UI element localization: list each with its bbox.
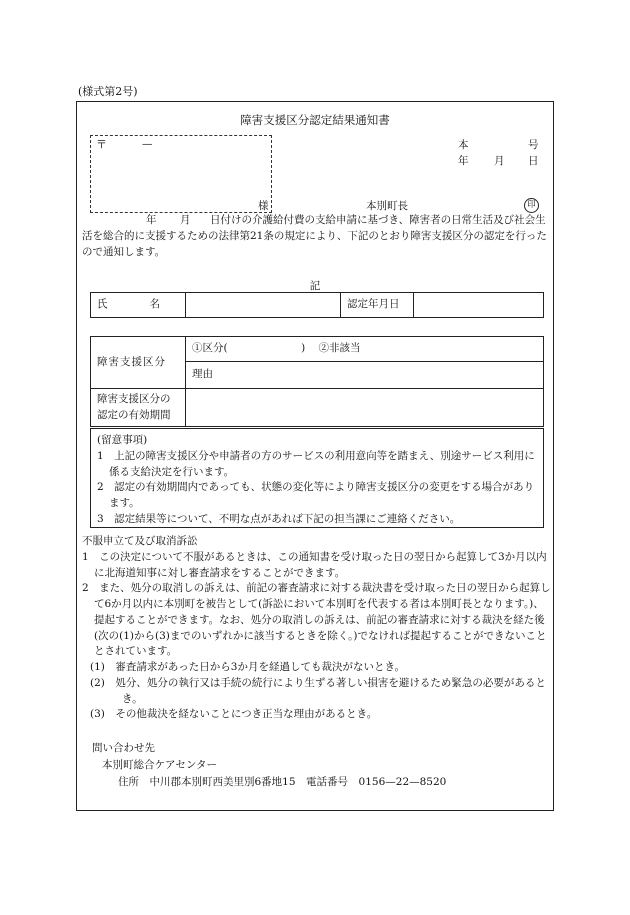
contact-heading: 問い合わせ先 (92, 742, 155, 754)
appeal-heading: 不服申立て及び取消訴訟 (82, 535, 198, 547)
doc-date-month: 月 (494, 155, 505, 167)
category-option-2: ②非該当 (318, 342, 361, 355)
appeal-sub-item-2: (2) 処分、処分の執行又は手続の続行により生ずる著しい損害を避けるため緊急の必要があるとき。 (90, 676, 546, 705)
doc-date-year: 年 (458, 155, 469, 167)
contact-office: 本別町総合ケアセンター (102, 758, 217, 771)
appeal-item-2: 2 また、処分の取消しの訴えは、前記の審査請求に対する裁決書を受け取った日の翌日から起算して6か月以内に本別町を被告として(訴訟において本別町を代表する者は本別町長となります。)、提起することができます。なお、処分の取消しの訴えは、前記の審査請求に対する裁決を経た後(次の(1)から(3)までのいずれかに該当するときを除く。)でなければ提起することができないこととされています。 (82, 582, 551, 658)
doc-ref-go: 号 (528, 139, 539, 151)
validity-label (91, 389, 186, 427)
doc-ref-hon: 本 (458, 139, 469, 151)
doc-date-day: 日 (528, 155, 539, 167)
category-label: 障害支援区分 (91, 337, 186, 389)
notes-heading: (留意事項) (97, 434, 148, 446)
intro-year: 年 (146, 214, 157, 226)
appeal-item-1: 1 この決定について不服があるときは、この通知書を受け取った日の翌日から起算して3か月以内に北海道知事に対し審査請求をすることができます。 (82, 550, 547, 579)
appeal-section (82, 534, 552, 723)
ki-text: 記 (309, 280, 321, 292)
intro-paragraph: 日付けの介護給付費の支給申請に基づき、障害者の日常生活及び社会生活を総合的に支援するための法律第21条の規定により、下記のとおり障害支援区分の認定を行ったので通知します。 (82, 214, 547, 258)
category-table (90, 336, 544, 427)
name-value (186, 293, 341, 318)
issuer-name: 本別町長 (366, 200, 408, 212)
reason-cell (186, 362, 544, 389)
reason-label: 理由 (192, 368, 213, 381)
notes-item-3: 3 認定結果等について、不明な点があれば下記の担当課にご連絡ください。 (97, 512, 461, 525)
notes-box (90, 428, 544, 528)
intro-month: 月 (180, 214, 191, 226)
appeal-sub-item-3: (3) その他裁決を経ないことにつき正当な理由があるとき。 (90, 708, 378, 721)
seal-mark: 印 (524, 198, 539, 213)
appeal-sub-item-1: (1) 審査請求があった日から3か月を経過しても裁決がないとき。 (90, 661, 406, 673)
name-label: 氏 名 (91, 293, 186, 318)
validity-value (186, 389, 544, 427)
postal-dash: — (142, 138, 153, 150)
postal-mark: 〒 (96, 138, 107, 151)
notes-item-1: 1 上記の障害支援区分や申請者の方のサービスの利用意向等を踏まえ、別途サービス利用に係る支給決定を行います。 (97, 449, 535, 478)
certification-date-label: 認定年月日 (341, 293, 414, 318)
document-title: 障害支援区分認定結果通知書 (240, 113, 390, 127)
contact-block (92, 740, 446, 790)
address-box (90, 135, 272, 213)
validity-label-line-1: 障害支援区分の (97, 393, 171, 406)
contact-address: 住所 中川郡本別町西美里別6番地15 電話番号 0156—22—8520 (118, 775, 447, 788)
name-date-table (90, 292, 544, 318)
notes-item-2: 2 認定の有効期間内であっても、状態の変化等により障害支援区分の変更をする場合があります。 (97, 481, 535, 509)
category-options-cell (186, 337, 544, 362)
form-number: (様式第2号) (78, 85, 138, 98)
certification-date-value (414, 293, 544, 318)
validity-label-line-2: 認定の有効期間 (97, 408, 171, 421)
honorific-sama: 様 (258, 200, 269, 212)
category-option-1: ①区分( ) (192, 342, 306, 355)
